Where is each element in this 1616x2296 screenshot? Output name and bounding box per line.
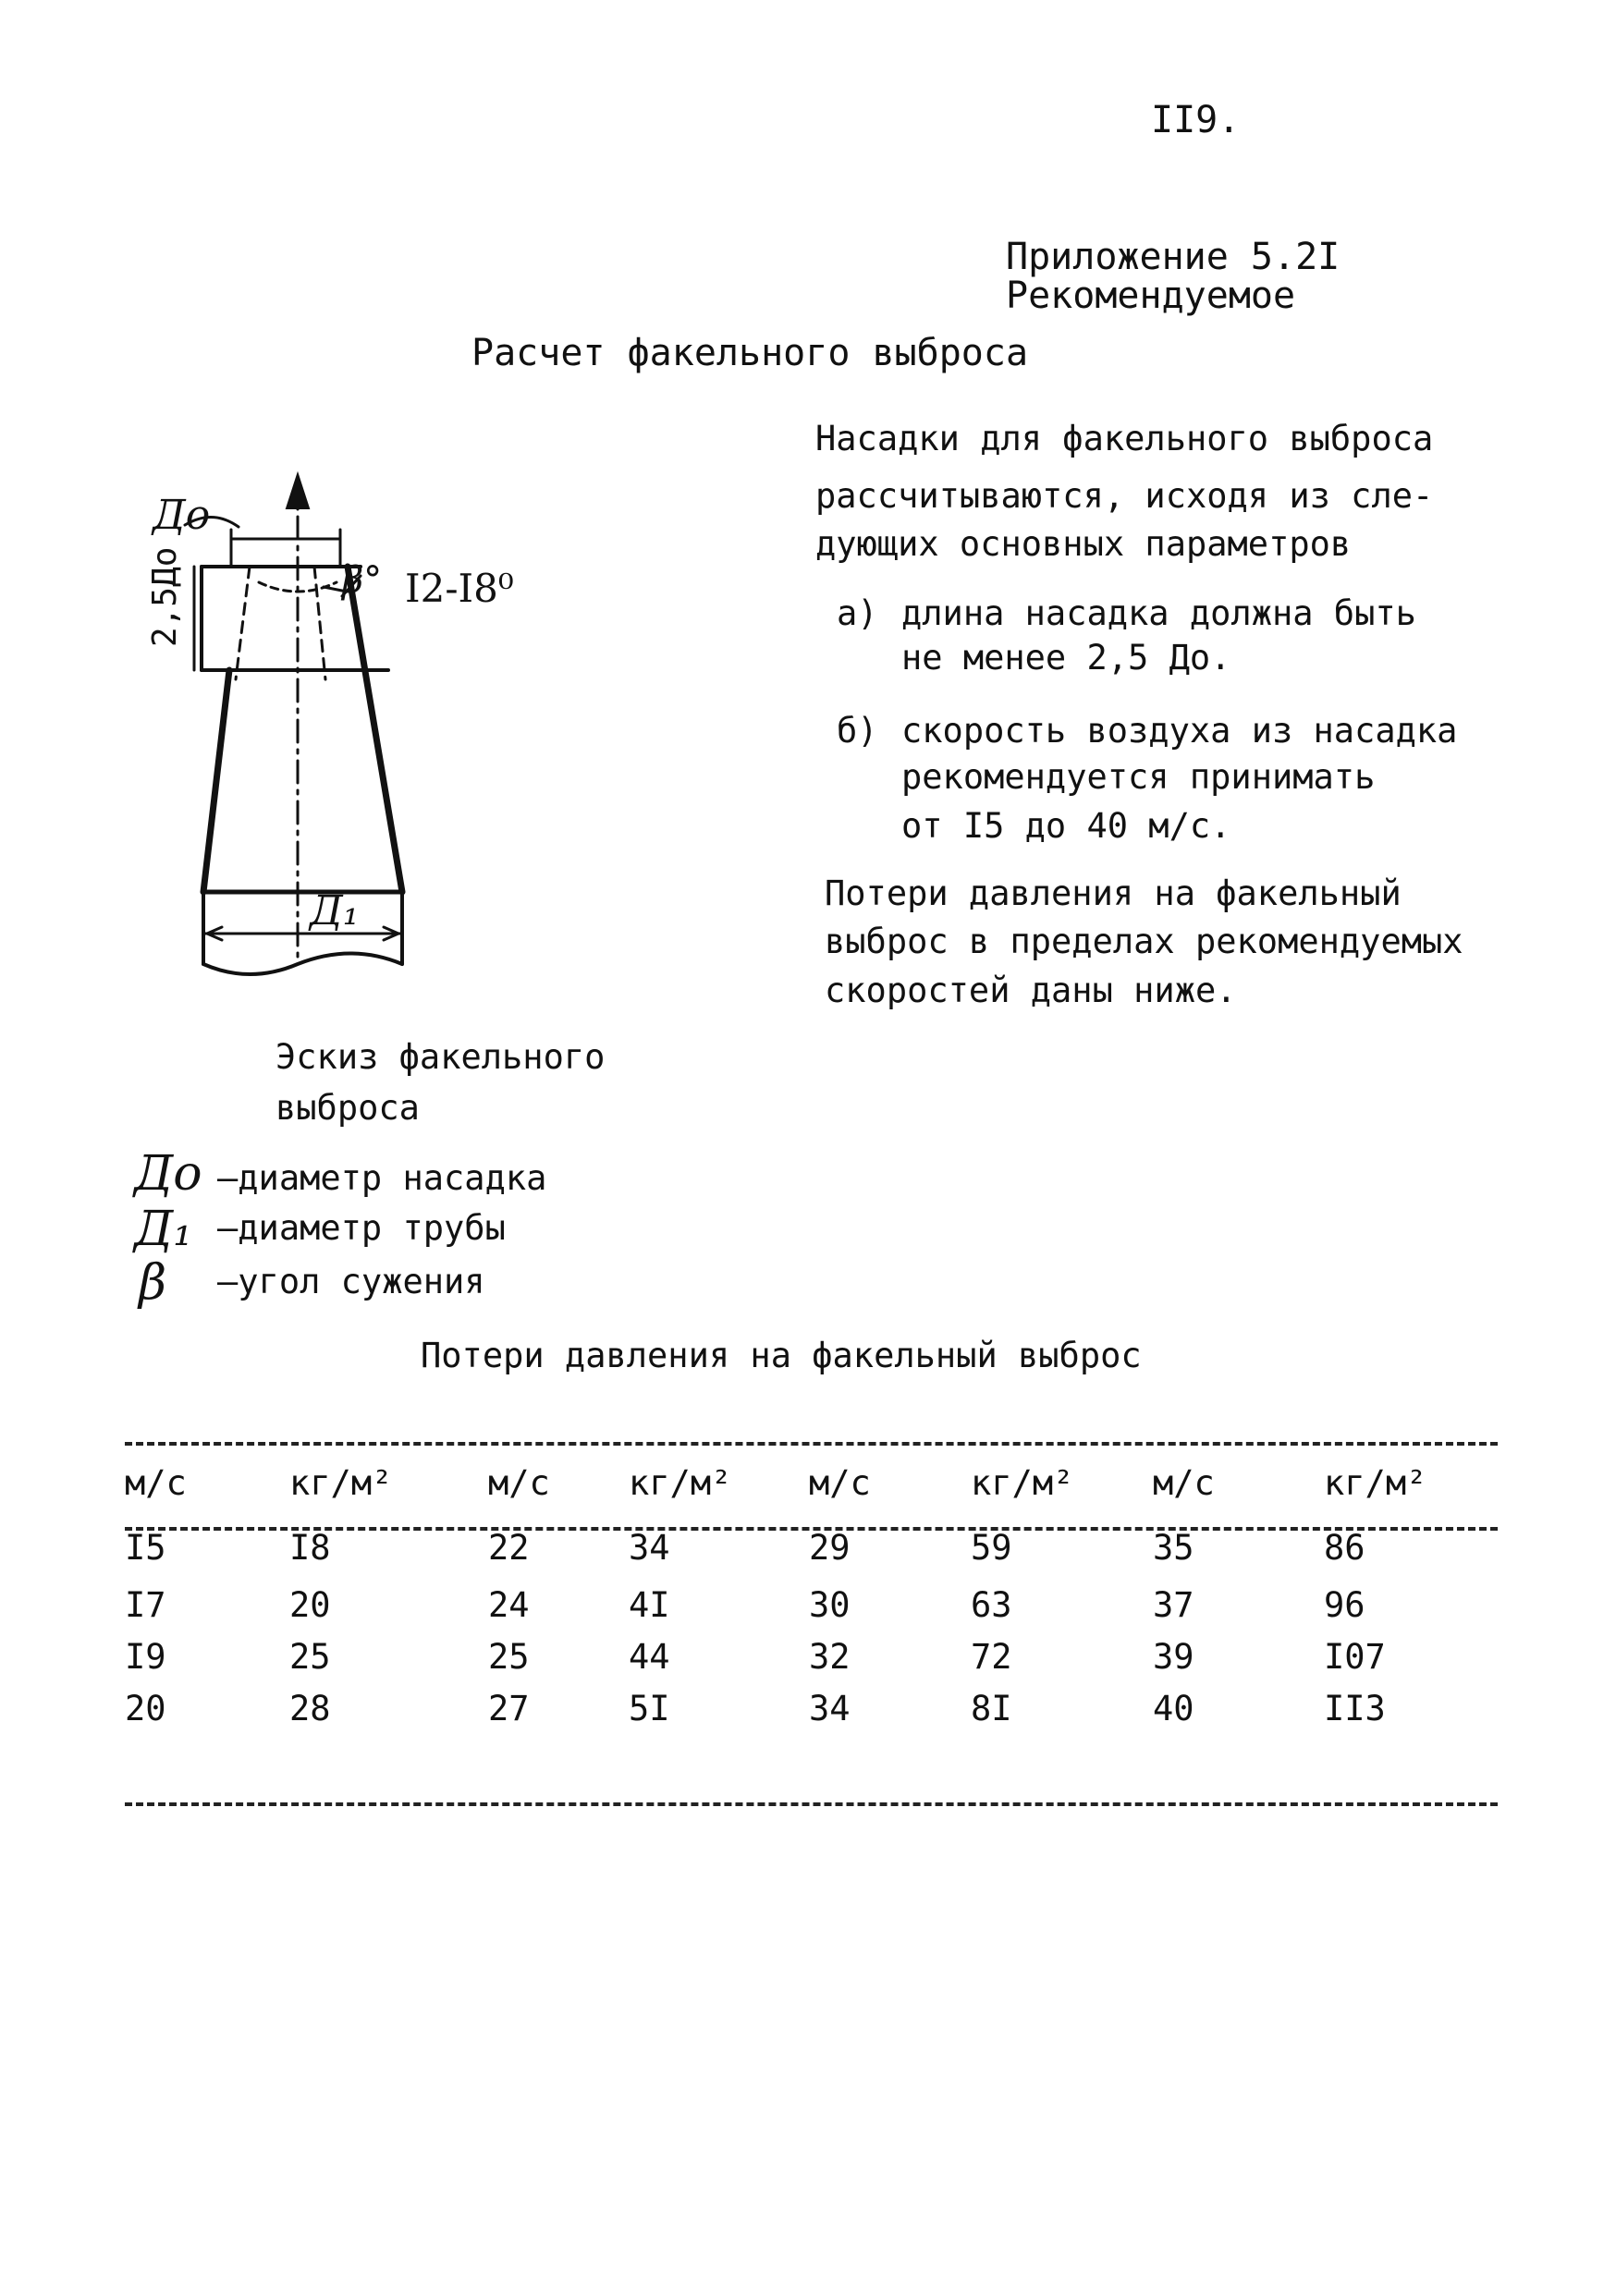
header-speed: м/с [1153,1462,1215,1503]
param-a-marker: а) [837,593,878,633]
pipe-break [203,954,402,975]
header-speed: м/с [809,1462,871,1503]
table-cell: 86 [1324,1527,1365,1568]
table-cell: 20 [125,1688,166,1728]
table-cell: 34 [629,1527,670,1568]
intro-line-2: рассчитываются, исходя из сле- [815,476,1434,516]
table-header-row [125,1449,1463,1516]
label-d0: До [153,492,211,539]
appendix-label: Приложение 5.2I [1006,236,1341,278]
conclusion-line-3: скоростей даны ниже. [825,971,1237,1010]
table-row [125,1579,1463,1630]
param-a-line-1: длина насадка должна быть [901,593,1416,633]
table-row [125,1630,1463,1682]
header-speed: м/с [488,1462,550,1503]
table-title: Потери давления на факельный выброс [421,1336,1142,1375]
table-row [125,1516,1463,1579]
conclusion-line-2: выброс в пределах рекомендуемых [825,922,1463,961]
table-top-rule [125,1442,1498,1446]
header-pressure: кг/м² [629,1462,732,1503]
table-cell: 40 [1153,1688,1194,1728]
table-cell: 30 [809,1584,851,1625]
label-d1: Д₁ [310,887,360,934]
sketch-caption-line-2: выброса [275,1088,420,1128]
legend-text-d0: —диаметр насадка [217,1158,547,1198]
table-cell: I07 [1324,1636,1386,1677]
table-cell: 29 [809,1527,851,1568]
label-beta: β° [342,559,383,602]
table-cell: 44 [629,1636,670,1677]
appendix-status: Рекомендуемое [1006,275,1296,317]
table-cell: I5 [125,1527,166,1568]
param-a-line-2: не менее 2,5 До. [901,638,1231,678]
table-cell: 39 [1153,1636,1194,1677]
table-cell: 34 [809,1688,851,1728]
table-cell: 22 [488,1527,530,1568]
page-title: Расчет факельного выброса [471,332,1029,374]
table-cell: 59 [971,1527,1012,1568]
legend-symbol-d1: Д₁ [134,1202,193,1257]
table-cell: 32 [809,1636,851,1677]
legend-text-beta: –угол сужения [217,1262,485,1301]
table-cell: I7 [125,1584,166,1625]
label-angle: I2-I8⁰ [405,566,514,611]
nozzle-sketch [129,458,610,1003]
table-cell: 25 [488,1636,530,1677]
header-pressure: кг/м² [1324,1462,1427,1503]
table-row [125,1682,1463,1734]
table-cell: 37 [1153,1584,1194,1625]
intro-line-1: Насадки для факельного выброса [815,419,1434,458]
header-pressure: кг/м² [289,1462,393,1503]
table-cell: 4I [629,1584,670,1625]
table-cell: 5I [629,1688,670,1728]
param-b-marker: б) [837,711,878,751]
table-cell: 63 [971,1584,1012,1625]
legend-symbol-d0: До [134,1146,202,1202]
table-cell: I8 [289,1527,331,1568]
table-bottom-rule [125,1802,1498,1806]
intro-line-3: дующих основных параметров [815,524,1352,564]
param-b-line-3: от I5 до 40 м/с. [901,806,1231,846]
header-speed: м/с [125,1462,187,1503]
conclusion-line-1: Потери давления на факельный [825,873,1402,913]
table-cell: 20 [289,1584,331,1625]
param-b-line-2: рекомендуется принимать [901,757,1376,797]
table-cell: 35 [1153,1527,1194,1568]
table-cell: 25 [289,1636,331,1677]
param-b-line-1: скорость воздуха из насадка [901,711,1458,751]
table-cell: 24 [488,1584,530,1625]
table-cell: II3 [1324,1688,1386,1728]
table-cell: 8I [971,1688,1012,1728]
sketch-caption-line-1: Эскиз факельного [275,1037,606,1077]
pressure-loss-table [125,1449,1463,1734]
legend-text-d1: –диаметр трубы [217,1208,506,1248]
page-number: II9. [1151,99,1241,141]
header-pressure: кг/м² [971,1462,1074,1503]
cone-right [348,567,402,892]
label-height: 2,5До [146,546,184,647]
table-cell: 72 [971,1636,1012,1677]
cone-left [203,670,229,892]
legend-symbol-beta: β [139,1255,167,1311]
table-cell: 96 [1324,1584,1365,1625]
flow-arrow [287,474,309,508]
table-cell: 28 [289,1688,331,1728]
table-cell: 27 [488,1688,530,1728]
table-cell: I9 [125,1636,166,1677]
